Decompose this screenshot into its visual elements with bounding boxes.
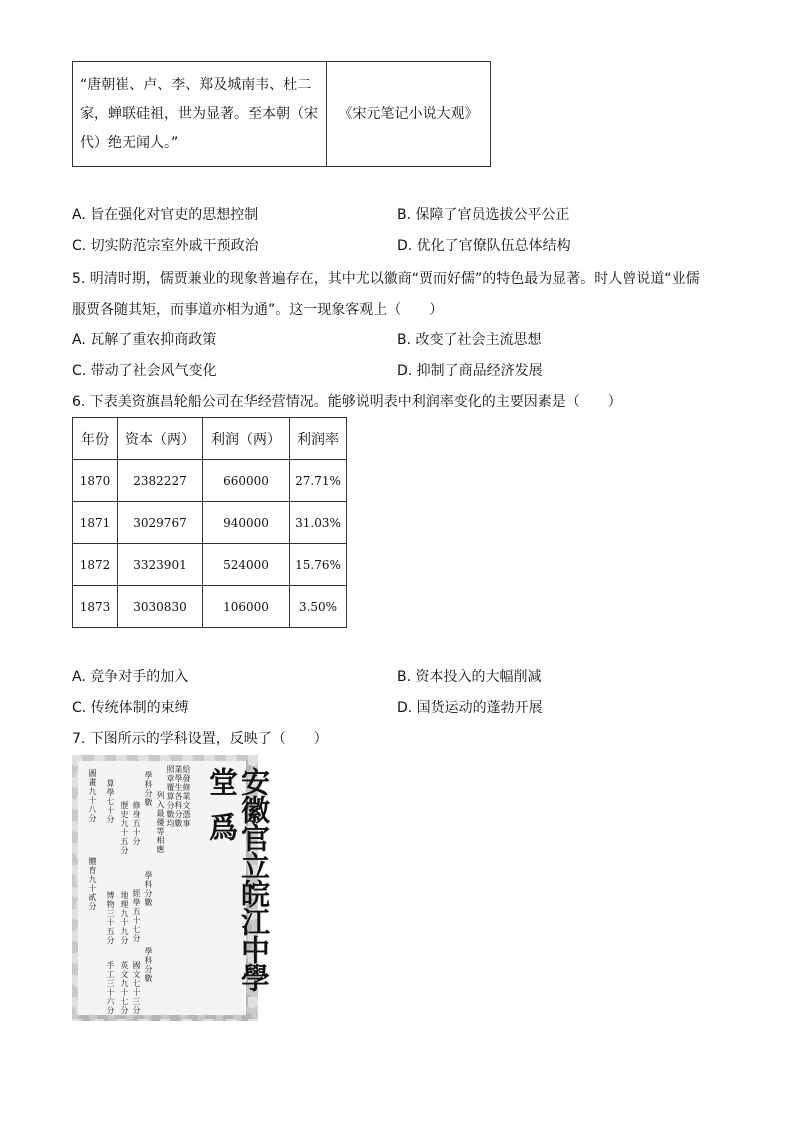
table-row [73,544,347,586]
subject-col: 學科分數 [144,947,153,983]
cell-capital: 3029767 [118,502,203,544]
certificate-paper [78,761,271,1015]
cell-year: 1870 [73,460,118,502]
cell-profit-rate: 27.71% [290,460,347,502]
subject-col: 修身五十分 [132,801,141,846]
q4-option-d: D. 优化了官僚队伍总体结构 [397,238,571,254]
table-header-row [73,418,347,460]
cell-year: 1871 [73,502,118,544]
subject-col: 國文七十三分 [132,961,141,1015]
q5-option-b: B. 改变了社会主流思想 [397,332,542,348]
cell-year: 1873 [73,586,118,628]
cell-profit: 524000 [203,544,290,586]
table-row [73,502,347,544]
subject-col: 圖畫九十八分 [88,769,97,823]
subject-col: 算學七十分 [106,779,115,824]
cell-capital: 3323901 [118,544,203,586]
subject-col: 地理九十九分 [120,891,129,945]
certificate-title-main: 安徽官立皖江中學堂 [205,767,271,991]
header-profit-rate: 利润率 [290,418,347,460]
subject-col: 學科分數 [144,771,153,807]
q7-stem: 7. 下图所示的学科设置，反映了（ ） [72,731,328,747]
q4-option-c: C. 切实防范宗室外戚干预政治 [72,238,259,254]
school-certificate-image [72,755,271,1021]
subject-col: 手工三十六分 [106,961,115,1015]
certificate-title-tail: 爲 [205,812,239,841]
subject-col: 學科分數 [144,871,153,907]
q6-option-b: B. 资本投入的大幅削减 [397,669,542,685]
notice-col: 給發修業文憑事 [182,765,191,828]
q6-stem: 6. 下表美资旗昌轮船公司在华经营情况。能够说明表中利润率变化的主要因素是（ ） [72,394,622,410]
subject-col: 歷史九十五分 [120,801,129,855]
q5-option-a: A. 瓦解了重农抑商政策 [72,332,217,348]
q6-option-d: D. 国货运动的蓬勃开展 [397,700,543,716]
header-profit: 利润（两） [203,418,290,460]
cell-year: 1872 [73,544,118,586]
q4-option-b: B. 保障了官员选拔公平公正 [397,207,570,223]
q5-stem-line1: 5. 明清时期，儒贾兼业的现象普遍存在，其中尤以徽商“贾而好儒”的特色最为显著。时人曾说道“业儒 [72,271,700,287]
notice-col: 列入最優等相應 [156,791,165,854]
header-capital: 资本（两） [118,418,203,460]
quote-table [72,61,491,167]
subject-col: 經學五十七分 [132,889,141,943]
table-row [73,586,347,628]
cell-profit: 940000 [203,502,290,544]
q6-option-a: A. 竞争对手的加入 [72,669,189,685]
certificate-title [206,767,270,1015]
q5-option-c: C. 带动了社会风气变化 [72,363,217,379]
notice-col: 照章覆算分數均 [166,765,175,828]
cell-profit-rate: 31.03% [290,502,347,544]
quote-text: “唐朝崔、卢、李、郑及城南韦、杜二家，蝉联硅祖，世为显著。至本朝（宋代）绝无闻人。” [73,62,327,167]
cell-capital: 3030830 [118,586,203,628]
q5-option-d: D. 抑制了商品经济发展 [397,363,543,379]
cell-profit-rate: 15.76% [290,544,347,586]
cell-capital: 2382227 [118,460,203,502]
q6-data-table [72,417,347,628]
quote-source: 《宋元笔记小说大观》 [327,62,491,167]
cell-profit: 660000 [203,460,290,502]
q6-option-c: C. 传统体制的束缚 [72,700,189,716]
subject-col: 英文九十七分 [120,961,129,1015]
table-row [73,460,347,502]
cell-profit: 106000 [203,586,290,628]
q4-option-a: A. 旨在强化对官吏的思想控制 [72,207,259,223]
notice-col: 業學生各科分數 [174,765,183,828]
header-year: 年份 [73,418,118,460]
subject-col: 博物三十五分 [106,891,115,945]
q5-stem-line2: 服贾各随其矩，而事道亦相为通”。这一现象客观上（ ） [72,302,444,318]
cell-profit-rate: 3.50% [290,586,347,628]
subject-col: 體育九十貳分 [88,857,97,911]
